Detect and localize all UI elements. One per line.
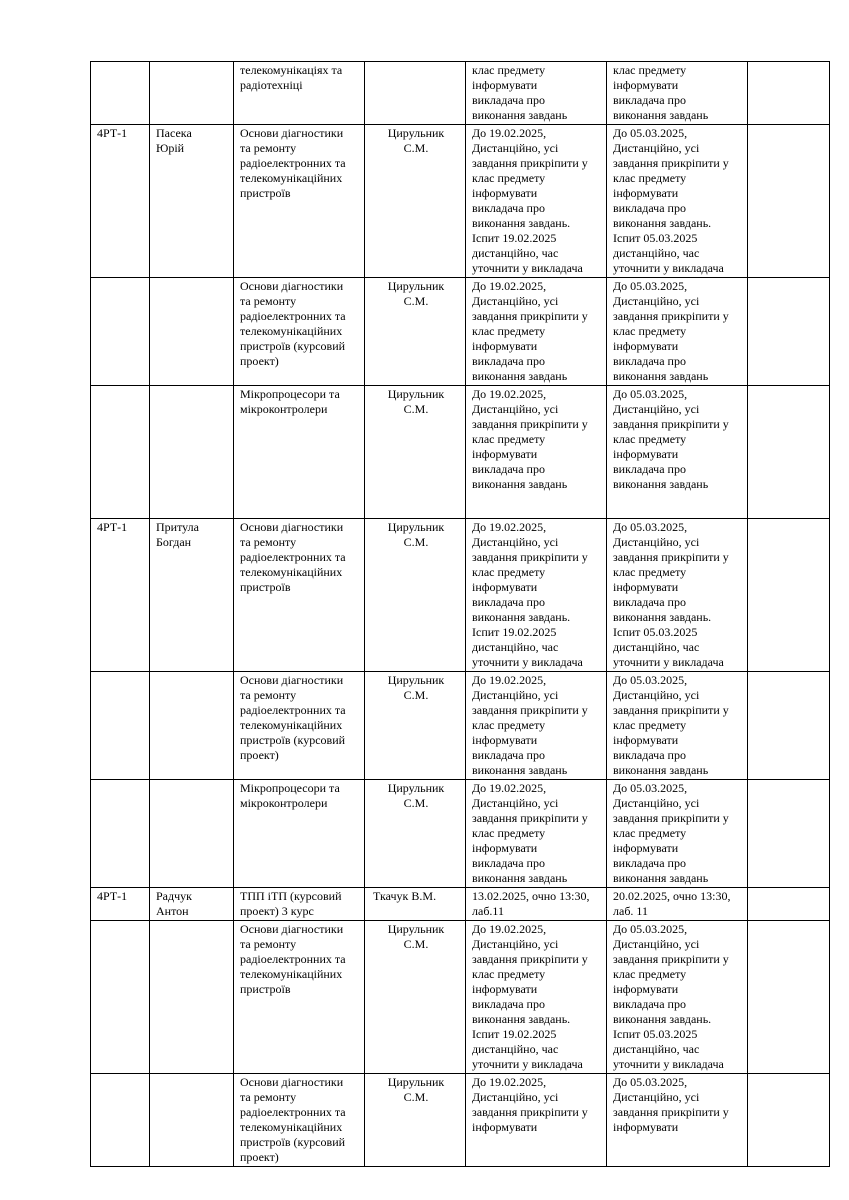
student-name-cell: Пасека Юрій <box>150 125 234 278</box>
group-cell <box>91 780 150 888</box>
notes-cell <box>748 386 830 519</box>
teacher-cell: Цирульник С.М. <box>365 1074 466 1167</box>
deadline-1-cell: До 19.02.2025, Дистанційно, усі завдання прикріпити у клас предмету інформувати викладача про виконання завдань <box>466 386 607 519</box>
table-row <box>91 888 830 921</box>
deadline-1-cell: До 19.02.2025, Дистанційно, усі завдання прикріпити у клас предмету інформувати викладача про виконання завдань. Іспит 19.02.2025 дистанційно, час уточнити у викладача <box>466 125 607 278</box>
subject-cell: Мікропроцесори та мікроконтролери <box>234 780 365 888</box>
student-name-cell <box>150 1074 234 1167</box>
student-name-cell <box>150 672 234 780</box>
teacher-cell: Цирульник С.М. <box>365 672 466 780</box>
schedule-table <box>90 61 830 1167</box>
group-cell: 4РТ-1 <box>91 888 150 921</box>
table-row <box>91 672 830 780</box>
table-row <box>91 1074 830 1167</box>
notes-cell <box>748 125 830 278</box>
deadline-2-cell: До 05.03.2025, Дистанційно, усі завдання прикріпити у клас предмету інформувати викладача про виконання завдань. Іспит 05.03.2025 дистанційно, час уточнити у викладача <box>607 519 748 672</box>
group-cell <box>91 386 150 519</box>
deadline-2-cell: 20.02.2025, очно 13:30, лаб. 11 <box>607 888 748 921</box>
notes-cell <box>748 780 830 888</box>
group-cell: 4РТ-1 <box>91 519 150 672</box>
subject-cell: телекомунікаціях та радіотехніці <box>234 62 365 125</box>
subject-cell: Основи діагностики та ремонту радіоелектронних та телекомунікаційних пристроїв <box>234 125 365 278</box>
student-name-cell: Притула Богдан <box>150 519 234 672</box>
student-name-cell <box>150 278 234 386</box>
student-name-cell <box>150 780 234 888</box>
group-cell <box>91 1074 150 1167</box>
student-name-cell: Радчук Антон <box>150 888 234 921</box>
deadline-2-cell: До 05.03.2025, Дистанційно, усі завдання прикріпити у інформувати <box>607 1074 748 1167</box>
deadline-2-cell: До 05.03.2025, Дистанційно, усі завдання прикріпити у клас предмету інформувати викладача про виконання завдань. Іспит 05.03.2025 дистанційно, час уточнити у викладача <box>607 921 748 1074</box>
subject-cell: Мікропроцесори та мікроконтролери <box>234 386 365 519</box>
student-name-cell <box>150 921 234 1074</box>
deadline-1-cell: До 19.02.2025, Дистанційно, усі завдання прикріпити у клас предмету інформувати викладача про виконання завдань <box>466 780 607 888</box>
deadline-1-cell: До 19.02.2025, Дистанційно, усі завдання прикріпити у клас предмету інформувати викладача про виконання завдань. Іспит 19.02.2025 дистанційно, час уточнити у викладача <box>466 921 607 1074</box>
group-cell <box>91 672 150 780</box>
table-row <box>91 519 830 672</box>
deadline-2-cell: До 05.03.2025, Дистанційно, усі завдання прикріпити у клас предмету інформувати викладача про виконання завдань <box>607 780 748 888</box>
table-row <box>91 921 830 1074</box>
teacher-cell: Цирульник С.М. <box>365 921 466 1074</box>
teacher-cell: Цирульник С.М. <box>365 125 466 278</box>
subject-cell: Основи діагностики та ремонту радіоелектронних та телекомунікаційних пристроїв <box>234 519 365 672</box>
teacher-cell: Цирульник С.М. <box>365 519 466 672</box>
notes-cell <box>748 278 830 386</box>
deadline-1-cell: До 19.02.2025, Дистанційно, усі завдання прикріпити у клас предмету інформувати викладача про виконання завдань. Іспит 19.02.2025 дистанційно, час уточнити у викладача <box>466 519 607 672</box>
group-cell <box>91 62 150 125</box>
subject-cell: Основи діагностики та ремонту радіоелектронних та телекомунікаційних пристроїв <box>234 921 365 1074</box>
notes-cell <box>748 672 830 780</box>
student-name-cell <box>150 386 234 519</box>
deadline-1-cell: До 19.02.2025, Дистанційно, усі завдання прикріпити у клас предмету інформувати викладача про виконання завдань <box>466 278 607 386</box>
teacher-cell: Цирульник С.М. <box>365 386 466 519</box>
notes-cell <box>748 1074 830 1167</box>
table-row <box>91 62 830 125</box>
notes-cell <box>748 62 830 125</box>
deadline-2-cell: До 05.03.2025, Дистанційно, усі завдання прикріпити у клас предмету інформувати викладача про виконання завдань <box>607 386 748 519</box>
table-row <box>91 780 830 888</box>
table-row <box>91 278 830 386</box>
teacher-cell: Ткачук В.М. <box>365 888 466 921</box>
notes-cell <box>748 921 830 1074</box>
table-row <box>91 125 830 278</box>
deadline-1-cell: клас предмету інформувати викладача про виконання завдань <box>466 62 607 125</box>
deadline-2-cell: До 05.03.2025, Дистанційно, усі завдання прикріпити у клас предмету інформувати викладача про виконання завдань <box>607 672 748 780</box>
deadline-1-cell: 13.02.2025, очно 13:30, лаб.11 <box>466 888 607 921</box>
subject-cell: Основи діагностики та ремонту радіоелектронних та телекомунікаційних пристроїв (курсовий проект) <box>234 672 365 780</box>
student-name-cell <box>150 62 234 125</box>
notes-cell <box>748 888 830 921</box>
notes-cell <box>748 519 830 672</box>
subject-cell: Основи діагностики та ремонту радіоелектронних та телекомунікаційних пристроїв (курсовий проект) <box>234 1074 365 1167</box>
group-cell <box>91 921 150 1074</box>
deadline-2-cell: До 05.03.2025, Дистанційно, усі завдання прикріпити у клас предмету інформувати викладача про виконання завдань <box>607 278 748 386</box>
deadline-2-cell: клас предмету інформувати викладача про виконання завдань <box>607 62 748 125</box>
deadline-1-cell: До 19.02.2025, Дистанційно, усі завдання прикріпити у клас предмету інформувати викладача про виконання завдань <box>466 672 607 780</box>
teacher-cell: Цирульник С.М. <box>365 278 466 386</box>
group-cell <box>91 278 150 386</box>
deadline-2-cell: До 05.03.2025, Дистанційно, усі завдання прикріпити у клас предмету інформувати викладача про виконання завдань. Іспит 05.03.2025 дистанційно, час уточнити у викладача <box>607 125 748 278</box>
subject-cell: ТПП іТП (курсовий проект) 3 курс <box>234 888 365 921</box>
teacher-cell <box>365 62 466 125</box>
subject-cell: Основи діагностики та ремонту радіоелектронних та телекомунікаційних пристроїв (курсовий проект) <box>234 278 365 386</box>
teacher-cell: Цирульник С.М. <box>365 780 466 888</box>
deadline-1-cell: До 19.02.2025, Дистанційно, усі завдання прикріпити у інформувати <box>466 1074 607 1167</box>
group-cell: 4РТ-1 <box>91 125 150 278</box>
table-row <box>91 386 830 519</box>
